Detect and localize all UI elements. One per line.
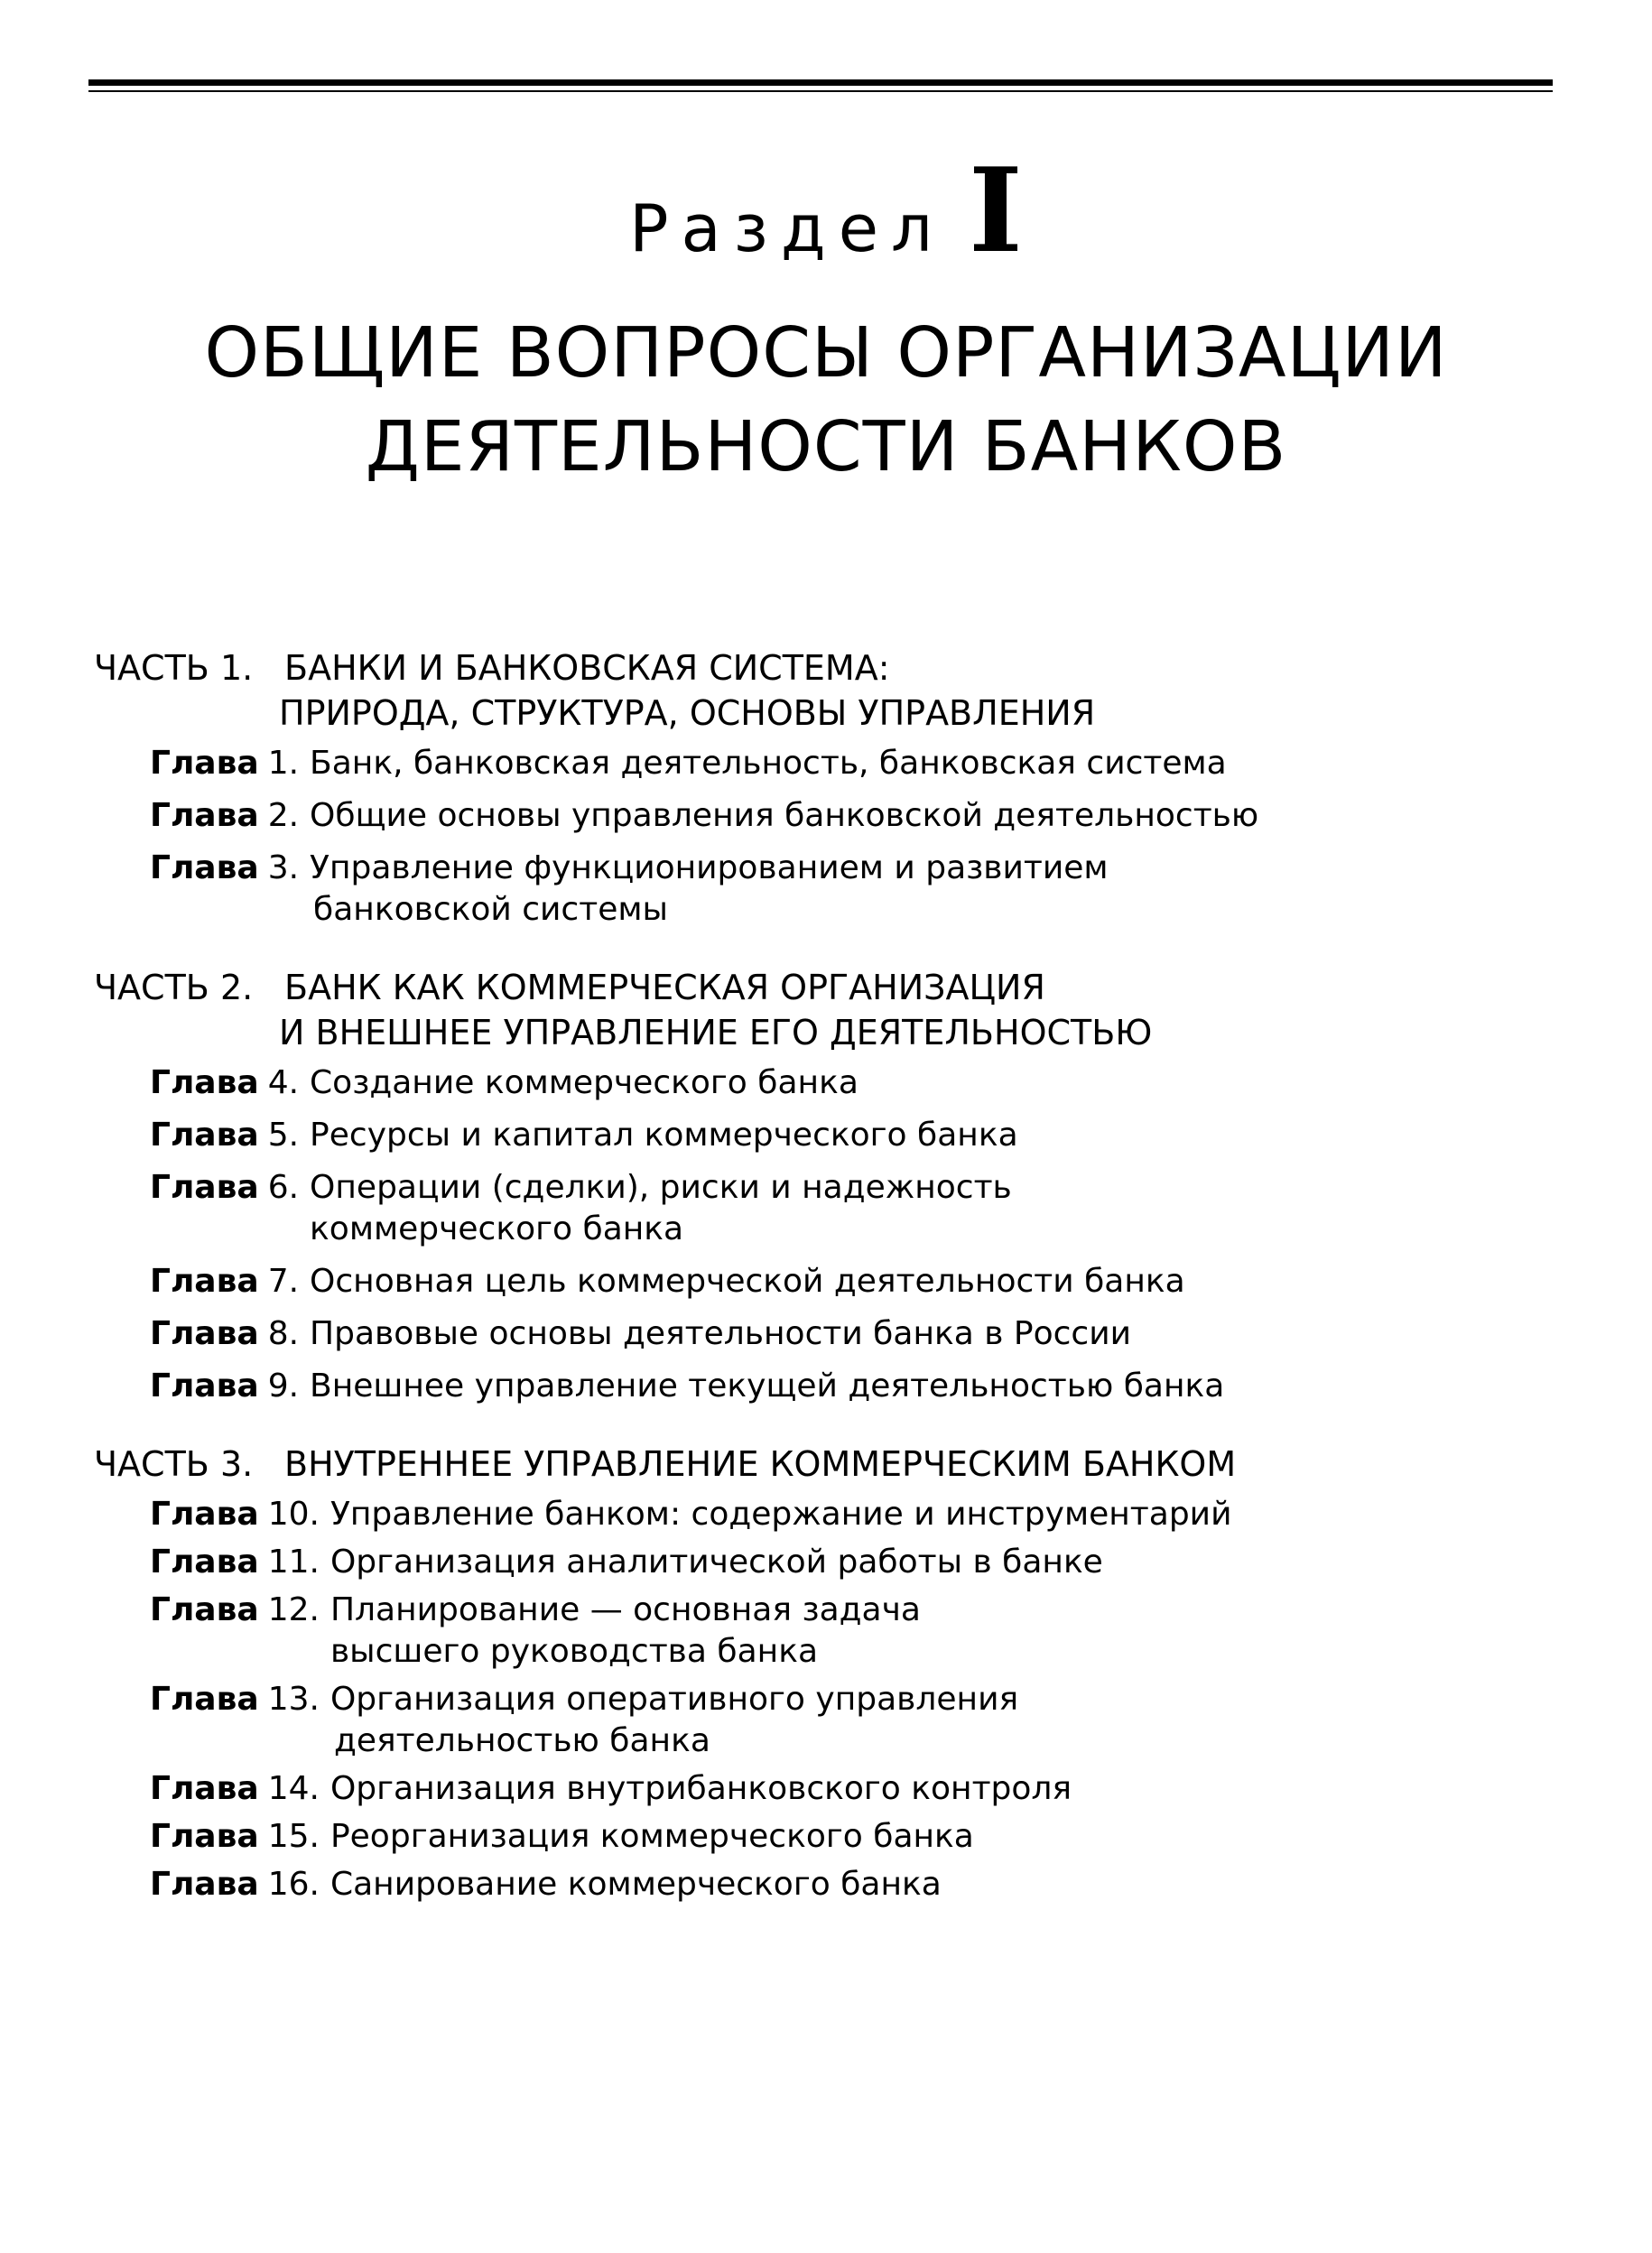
chapter-entry — [150, 1115, 1574, 1156]
chapter-label: Глава — [150, 1263, 259, 1300]
chapter-title-line: Организация оперативного управления — [329, 1681, 1019, 1718]
chapter-entry — [150, 1261, 1574, 1303]
chapter-title — [310, 1115, 1018, 1156]
chapter-title-line: Операции (сделки), риски и надежность — [310, 1169, 1012, 1206]
chapter-label: Глава — [150, 1866, 259, 1903]
chapter-entry — [150, 1590, 1574, 1673]
chapter-number: 3. — [267, 849, 300, 886]
chapter-title-line: коммерческого банка — [310, 1210, 684, 1247]
chapter-label: Глава — [150, 1169, 259, 1206]
part-label: ЧАСТЬ 3. — [94, 1444, 254, 1484]
chapter-label: Глава — [150, 1770, 259, 1807]
chapter-number: 9. — [267, 1368, 300, 1405]
chapter-label: Глава — [150, 745, 259, 782]
chapter-label: Глава — [150, 1368, 259, 1405]
chapter-number: 1. — [267, 745, 300, 782]
chapter-number: 8. — [267, 1315, 300, 1352]
part-label: ЧАСТЬ 1. — [94, 648, 254, 688]
chapter-title-line: Управление банком: содержание и инструментарий — [329, 1496, 1232, 1533]
part-3 — [94, 1442, 1574, 1905]
chapter-title-line: банковской системы — [313, 891, 668, 928]
chapter-title-line: Реорганизация коммерческого банка — [329, 1818, 974, 1855]
chapter-label: Глава — [150, 1315, 259, 1352]
part-label: ЧАСТЬ 2. — [94, 968, 254, 1007]
chapter-title-line: Основная цель коммерческой деятельности банка — [310, 1263, 1185, 1300]
chapter-entry — [150, 1768, 1574, 1810]
chapter-title — [330, 1679, 1018, 1762]
chapter-entry — [150, 1679, 1574, 1762]
part-heading — [94, 1442, 1574, 1487]
part-2 — [94, 965, 1574, 1407]
chapter-entry — [150, 743, 1574, 784]
chapter-title — [330, 1864, 942, 1905]
chapter-entry — [150, 1366, 1574, 1407]
chapter-entry — [150, 1864, 1574, 1905]
section-word: Раздел — [629, 190, 946, 266]
top-rule-thin — [88, 90, 1553, 92]
chapter-label: Глава — [150, 1591, 259, 1628]
chapter-number: 16. — [267, 1866, 320, 1903]
chapter-title-line: Организация внутрибанковского контроля — [329, 1770, 1072, 1807]
chapter-entry — [150, 1167, 1574, 1250]
chapter-title-line: Внешнее управление текущей деятельностью банка — [310, 1368, 1225, 1405]
chapter-title — [310, 848, 1109, 931]
section-title-line: ОБЩИЕ ВОПРОСЫ ОРГАНИЗАЦИИ — [204, 313, 1448, 394]
chapter-title — [330, 1494, 1232, 1535]
part-title-continued: И ВНЕШНЕЕ УПРАВЛЕНИЕ ЕГО ДЕЯТЕЛЬНОСТЬЮ — [279, 1013, 1153, 1052]
chapter-title-line: Создание коммерческого банка — [310, 1064, 858, 1101]
chapter-title — [330, 1590, 921, 1673]
chapter-number: 7. — [267, 1263, 300, 1300]
section-number: I — [969, 144, 1023, 279]
chapter-entry — [150, 1542, 1574, 1583]
chapter-title — [330, 1768, 1072, 1810]
chapter-number: 4. — [267, 1064, 300, 1101]
chapter-title-line: Управление функционированием и развитием — [310, 849, 1109, 886]
part-title: БАНК КАК КОММЕРЧЕСКАЯ ОРГАНИЗАЦИЯ — [284, 968, 1045, 1007]
table-of-contents — [94, 645, 1574, 1940]
chapter-number: 5. — [267, 1117, 300, 1154]
chapter-title — [310, 1313, 1131, 1355]
chapter-entry — [150, 1062, 1574, 1104]
section-title-line: ДЕЯТЕЛЬНОСТИ БАНКОВ — [365, 407, 1287, 487]
part-title-continued: ПРИРОДА, СТРУКТУРА, ОСНОВЫ УПРАВЛЕНИЯ — [279, 693, 1096, 733]
chapter-number: 13. — [267, 1681, 320, 1718]
chapter-number: 11. — [267, 1544, 320, 1581]
chapter-title — [310, 743, 1227, 784]
part-title: ВНУТРЕННЕЕ УПРАВЛЕНИЕ КОММЕРЧЕСКИМ БАНКОМ — [284, 1444, 1237, 1484]
chapter-label: Глава — [150, 1117, 259, 1154]
chapter-title — [330, 1816, 974, 1858]
chapter-title — [310, 1167, 1012, 1250]
chapter-label: Глава — [150, 1064, 259, 1101]
chapter-number: 10. — [267, 1496, 320, 1533]
chapter-title-line: высшего руководства банка — [329, 1633, 819, 1670]
top-rule-thick — [88, 79, 1553, 86]
chapter-entry — [150, 795, 1574, 837]
part-1 — [94, 645, 1574, 931]
part-heading — [94, 965, 1574, 1010]
chapter-label: Глава — [150, 849, 259, 886]
chapter-title-line: Организация аналитической работы в банке — [329, 1544, 1103, 1581]
chapter-title-line: Ресурсы и капитал коммерческого банка — [310, 1117, 1018, 1154]
section-title — [0, 307, 1652, 495]
chapter-title-line: Правовые основы деятельности банка в России — [310, 1315, 1131, 1352]
chapter-label: Глава — [150, 1681, 259, 1718]
chapter-label: Глава — [150, 797, 259, 834]
chapter-entry — [150, 848, 1574, 931]
chapter-title-line: деятельностью банка — [333, 1722, 710, 1759]
part-heading — [94, 645, 1574, 691]
chapter-title — [310, 1366, 1224, 1407]
chapter-title — [310, 795, 1258, 837]
chapter-title-line: Банк, банковская деятельность, банковская система — [310, 745, 1227, 782]
chapter-number: 2. — [267, 797, 300, 834]
chapter-title-line: Общие основы управления банковской деятельностью — [310, 797, 1259, 834]
chapter-title-line: Планирование — основная задача — [329, 1591, 921, 1628]
chapter-number: 14. — [267, 1770, 320, 1807]
chapter-label: Глава — [150, 1818, 259, 1855]
chapter-list — [94, 1062, 1574, 1407]
chapter-list — [94, 1494, 1574, 1905]
section-heading — [0, 144, 1652, 279]
chapter-entry — [150, 1816, 1574, 1858]
chapter-title — [330, 1542, 1103, 1583]
chapter-list — [94, 743, 1574, 931]
chapter-label: Глава — [150, 1544, 259, 1581]
chapter-label: Глава — [150, 1496, 259, 1533]
chapter-number: 12. — [267, 1591, 320, 1628]
chapter-title — [310, 1062, 858, 1104]
chapter-number: 6. — [267, 1169, 300, 1206]
chapter-title — [310, 1261, 1185, 1303]
chapter-number: 15. — [267, 1818, 320, 1855]
part-title: БАНКИ И БАНКОВСКАЯ СИСТЕМА: — [284, 648, 890, 688]
chapter-title-line: Санирование коммерческого банка — [329, 1866, 942, 1903]
chapter-entry — [150, 1313, 1574, 1355]
chapter-entry — [150, 1494, 1574, 1535]
